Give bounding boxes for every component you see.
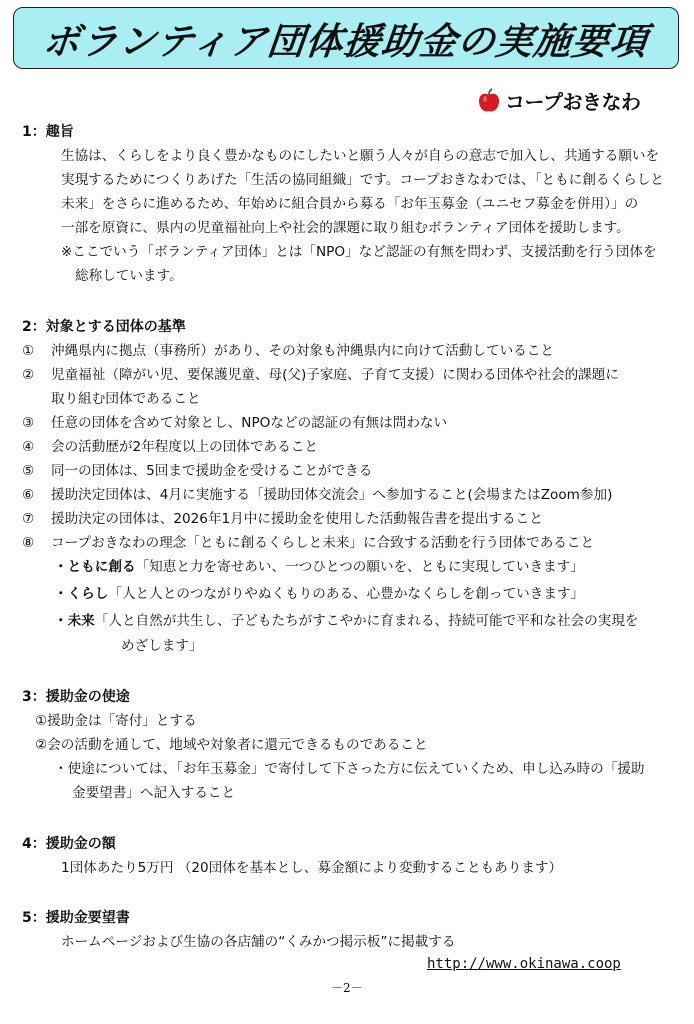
philosophy-text: 「人と人とのつながりやぬくもりのある、心豊かなくらしを創っていきます」 <box>108 586 585 602</box>
philosophy-text: 「人と自然が共生し、子どもたちがすこやかに育まれる、持続可能で平和な社会の実現を <box>94 613 639 629</box>
s1-note: ※ここでいう「ボランティア団体」とは「NPO」など認証の有無を問わず、支援活動を行う団体を <box>61 244 657 260</box>
criterion-text: 児童福祉（障がい児、要保護児童、母(父)子家庭、子育て支援）に関わる団体や社会的課題に <box>51 367 619 383</box>
section-4-heading: 4：援助金の額 <box>22 836 116 852</box>
s4-line: 1団体あたり5万円 （20団体を基本とし、募金額により変動することもあります） <box>61 860 563 876</box>
s1-note-cont: 総称しています。 <box>75 268 183 284</box>
criterion-number: ⑥ <box>22 487 35 503</box>
page-number: －2－ <box>331 981 363 995</box>
red-apple-logo-icon <box>476 88 502 114</box>
philosophy-label: ・未来 <box>54 613 95 629</box>
s3-note-cont: 金要望書」へ記入すること <box>72 785 236 801</box>
s1-line: 一部を原資に、県内の児童福祉向上や社会的課題に取り組むボランティア団体を援助します。 <box>61 220 630 236</box>
philosophy-item <box>54 612 639 630</box>
s5-line: ホームページおよび生協の各店舗の“くみかつ掲示板”に掲載する <box>61 934 456 950</box>
philosophy-item <box>54 558 584 576</box>
criterion-text-cont: 取り組む団体であること <box>51 391 201 407</box>
website-link[interactable]: http://www.okinawa.coop <box>427 956 621 972</box>
criterion-number: ④ <box>22 439 35 455</box>
philosophy-label: ・ともに創る <box>54 559 136 575</box>
philosophy-label: ・くらし <box>54 586 109 602</box>
philosophy-text-cont: めざします」 <box>121 638 203 654</box>
criterion-text: 会の活動歴が2年程度以上の団体であること <box>51 439 318 455</box>
philosophy-item <box>54 585 584 603</box>
section-1-heading: 1：趣旨 <box>22 124 74 140</box>
coop-okinawa-logo <box>476 86 641 115</box>
criterion-text: 任意の団体を含めて対象とし、NPOなどの認証の有無は問わない <box>51 415 448 431</box>
criterion-number: ③ <box>22 415 35 431</box>
section-2-heading: 2：対象とする団体の基準 <box>22 319 186 335</box>
s3-note: ・使途については、「お年玉募金」で寄付して下さった方に伝えていくため、申し込み時の「援助 <box>54 761 645 777</box>
criterion-number: ⑧ <box>22 535 35 551</box>
criterion-text: 同一の団体は、5回まで援助金を受けることができる <box>51 463 373 479</box>
criterion-text: 沖縄県内に拠点（事務所）があり、その対象も沖縄県内に向けて活動していること <box>51 343 554 359</box>
section-3-heading: 3：援助金の使途 <box>22 689 130 705</box>
section-5-heading: 5：援助金要望書 <box>22 910 130 926</box>
s1-line: 未来」をさらに進めるため、年始めに組合員から募る「お年玉募金（ユニセフ募金を併用）」の <box>61 196 639 212</box>
criterion-text: 援助決定の団体は、2026年1月中に援助金を使用した活動報告書を提出すること <box>51 511 543 527</box>
page-title: ボランティア団体援助金の実施要項 <box>40 20 651 63</box>
title-banner <box>13 7 679 69</box>
s3-line: ①援助金は「寄付」とする <box>35 713 197 729</box>
s1-line: 生協は、くらしをより良く豊かなものにしたいと願う人々が自らの意志で加入し、共通する願いを <box>61 148 660 164</box>
criterion-number: ① <box>22 343 35 359</box>
criterion-number: ⑦ <box>22 511 35 527</box>
criterion-text: コープおきなわの理念「ともに創るくらしと未来」に合致する活動を行う団体であること <box>51 535 595 551</box>
philosophy-text: 「知恵と力を寄せあい、一つひとつの願いを、ともに実現していきます」 <box>135 559 584 575</box>
criterion-number: ② <box>22 367 35 383</box>
criterion-number: ⑤ <box>22 463 35 479</box>
logo-text: コープおきなわ <box>505 90 641 114</box>
s1-line: 実現するためにつくりあげた「生活の協同組織」です。コープおきなわでは、「ともに創るくらしと <box>61 172 664 188</box>
s3-line: ②会の活動を通して、地域や対象者に還元できるものであること <box>35 737 428 753</box>
criterion-text: 援助決定団体は、4月に実施する「援助団体交流会」へ参加すること(会場またはZoom参加) <box>51 487 613 503</box>
